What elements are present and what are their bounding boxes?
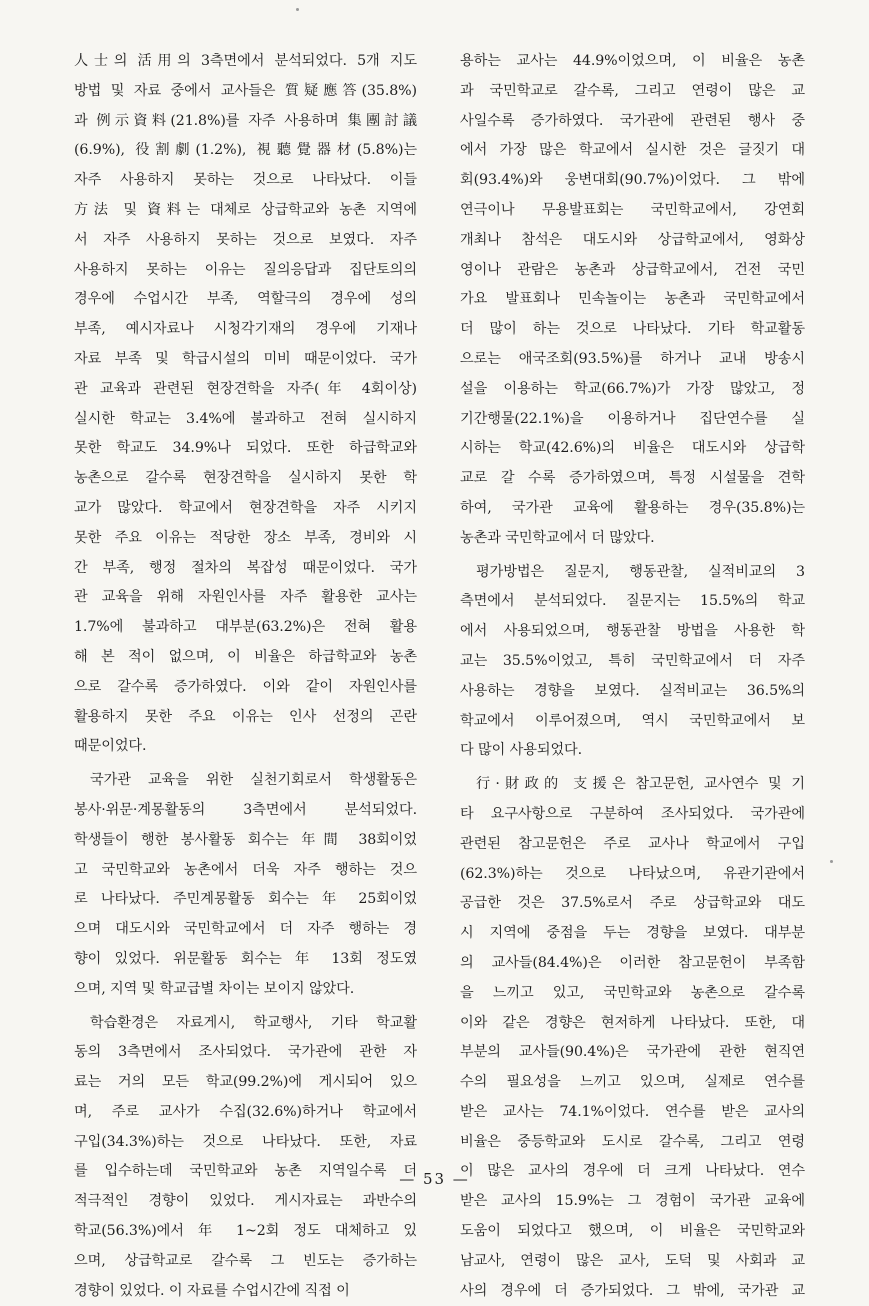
text-line: 시 지역에 중점을 두는 경향을 보였다. 대부분 [460, 925, 805, 942]
text-line: 사의 경우에 더 증가되었다. 그 밖에, 국가관 교 [460, 1282, 805, 1299]
text-line: 으로는 애국조회(93.5%)를 하거나 교내 방송시 [460, 350, 805, 367]
text-line: 학교에서 이루어졌으며, 역시 국민학교에서 보 [460, 712, 805, 729]
text-line: 실시한 학교는 3.4%에 불과하고 전혀 실시하지 [74, 410, 417, 427]
text-line: 관 교육을 위해 자원인사를 자주 활용한 교사는 [74, 589, 417, 606]
text-line: 관 교육과 관련된 현장견학을 자주(年 4회이상) [74, 380, 417, 397]
text-line: 평가방법은 질문지, 행동관찰, 실적비교의 3 [476, 563, 805, 580]
text-line: 로 나타났다. 주민계몽활동 회수는 年 25회이었 [74, 891, 417, 908]
text-line: 과 例示資料(21.8%)를 자주 사용하며 集團討議 [74, 112, 417, 129]
page-number: — 53 — [399, 1170, 470, 1188]
text-line: 료는 거의 모든 학교(99.2%)에 게시되어 있으 [74, 1074, 417, 1091]
text-line: 다 많이 사용되었다. [460, 742, 583, 759]
text-line: 며, 주로 교사가 수집(32.6%)하거나 학교에서 [74, 1103, 417, 1120]
text-line: 사용하지 못하는 이유는 질의응답과 집단토의의 [74, 261, 417, 278]
text-line: 人士의 活用의 3측면에서 분석되었다. 5개 지도 [74, 53, 417, 69]
text-line: 관련된 참고문헌은 주로 교사나 학교에서 구입 [460, 835, 805, 852]
text-line: 구입(34.3%)하는 것으로 나타났다. 또한, 자료 [74, 1133, 417, 1150]
text-line: 行·財政的 支援은 참고문헌, 교사연수 및 기 [476, 776, 805, 793]
text-line: 때문이었다. [74, 738, 147, 755]
right-column [460, 47, 805, 1306]
text-line: 못한 주요 이유는 적당한 장소 부족, 경비와 시 [74, 529, 417, 546]
text-line: 동의 3측면에서 조사되었다. 국가관에 관한 자 [74, 1044, 417, 1061]
scan-speck [296, 8, 299, 11]
text-line: 교가 많았다. 학교에서 현장견학을 자주 시키지 [74, 499, 417, 516]
text-line: 학생들이 행한 봉사활동 회수는 年間 38회이었 [74, 831, 417, 848]
text-line: 에서 사용되었으며, 행동관찰 방법을 사용한 학 [460, 623, 805, 640]
text-line: 도움이 되었다고 했으며, 이 비율은 국민학교와 [460, 1223, 805, 1240]
text-line: 적극적인 경향이 있었다. 게시자료는 과반수의 [74, 1193, 417, 1210]
text-line: 사일수록 증가하였다. 국가관에 관련된 행사 중 [460, 112, 805, 129]
text-line: 봉사·위문·계몽활동의 3측면에서 분석되었다. [74, 801, 417, 818]
text-line: 부분의 교사들(90.4%)은 국가관에 관한 현직연 [460, 1044, 805, 1061]
text-line: 경향이 있었다. 이 자료를 수업시간에 직접 이 [74, 1282, 350, 1299]
text-line: 가요 발표회나 민속놀이는 농촌과 국민학교에서 [460, 291, 805, 308]
text-line: (62.3%)하는 것으로 나타났으며, 유관기관에서 [460, 865, 805, 882]
text-line: 측면에서 분석되었다. 질문지는 15.5%의 학교 [460, 593, 805, 610]
text-line: 간 부족, 행정 절차의 복잡성 때문이었다. 국가 [74, 559, 417, 576]
text-line: 국가관 교육을 위한 실천기회로서 학생활동은 [90, 772, 417, 789]
text-line: 시하는 학교(42.6%)의 비율은 대도시와 상급학 [460, 440, 805, 457]
text-line: 학습환경은 자료게시, 학교행사, 기타 학교활 [90, 1014, 417, 1031]
text-line: 자료 부족 및 학급시설의 미비 때문이었다. 국가 [74, 350, 417, 367]
text-line: 수의 필요성을 느끼고 있으며, 실제로 연수를 [460, 1074, 805, 1091]
text-line: 사용하는 경향을 보였다. 실적비교는 36.5%의 [460, 682, 805, 699]
text-line: 方法 및 資料는 대체로 상급학교와 농촌 지역에 [74, 201, 417, 218]
text-line: 부족, 예시자료나 시청각기재의 경우에 기재나 [74, 321, 417, 338]
text-line: 방법 및 자료 중에서 교사들은 質疑應答(35.8%) [74, 82, 417, 99]
text-line: 비율은 중등학교와 도시로 갈수록, 그리고 연령 [460, 1133, 805, 1150]
text-line: 교로 갈 수록 증가하였으며, 특정 시설물을 견학 [460, 470, 805, 487]
text-line: 으며 대도시와 국민학교에서 더 자주 행하는 경 [74, 921, 417, 938]
text-line: 1.7%에 불과하고 대부분(63.2%)은 전혀 활용 [74, 619, 417, 636]
text-line: 학교(56.3%)에서 年 1~2회 정도 대체하고 있 [74, 1223, 417, 1240]
text-line: 설을 이용하는 학교(66.7%)가 가장 많았고, 정 [460, 380, 805, 397]
text-line: 용하는 교사는 44.9%이었으며, 이 비율은 농촌 [460, 53, 805, 69]
text-line: 으로 갈수록 증가하였다. 이와 같이 자원인사를 [74, 678, 417, 695]
text-line: 공급한 것은 37.5%로서 주로 상급학교와 대도 [460, 895, 805, 912]
text-line: 하여, 국가관 교육에 활용하는 경우(35.8%)는 [460, 499, 805, 516]
text-line: 을 느끼고 있고, 국민학교와 농촌으로 갈수록 [460, 984, 805, 1001]
text-line: 연극이나 무용발표회는 국민학교에서, 강연회 [460, 201, 805, 218]
text-line: 회(93.4%)와 웅변대회(90.7%)이었다. 그 밖에 [460, 172, 805, 189]
text-line: 받은 교사는 74.1%이었다. 연수를 받은 교사의 [460, 1103, 805, 1120]
text-line: 자주 사용하지 못하는 것으로 나타났다. 이들 [74, 172, 417, 189]
text-line: 타 요구사항으로 구분하여 조사되었다. 국가관에 [460, 805, 805, 822]
scan-speck [830, 860, 833, 863]
left-column [74, 47, 417, 1306]
text-line: 의 교사들(84.4%)은 이러한 참고문헌이 부족함 [460, 954, 805, 971]
text-line: 농촌으로 갈수록 현장견학을 실시하지 못한 학 [74, 470, 417, 487]
text-line: 에서 가장 많은 학교에서 실시한 것은 글짓기 대 [460, 142, 805, 159]
text-line: 으며, 상급학교로 갈수록 그 빈도는 증가하는 [74, 1252, 417, 1269]
text-line: 향이 있었다. 위문활동 회수는 年 13회 정도였 [74, 950, 417, 967]
text-line: 기간행물(22.1%)을 이용하거나 집단연수를 실 [460, 410, 805, 427]
text-line: 해 본 적이 없으며, 이 비율은 하급학교와 농촌 [74, 648, 417, 665]
text-line: 받은 교사의 15.9%는 그 경험이 국가관 교육에 [460, 1193, 805, 1210]
text-line: 으며, 지역 및 학교급별 차이는 보이지 않았다. [74, 980, 355, 997]
text-line: 이 많은 교사의 경우에 더 크게 나타났다. 연수 [460, 1163, 805, 1180]
text-line: 서 자주 사용하지 못하는 것으로 보였다. 자주 [74, 231, 417, 248]
text-line: 더 많이 하는 것으로 나타났다. 기타 학교활동 [460, 321, 805, 338]
text-line: 과 국민학교로 갈수록, 그리고 연령이 많은 교 [460, 82, 805, 99]
text-line: 농촌과 국민학교에서 더 많았다. [460, 529, 655, 546]
text-line: 개최나 참석은 대도시와 상급학교에서, 영화상 [460, 231, 805, 248]
text-line: 영이나 관람은 농촌과 상급학교에서, 건전 국민 [460, 261, 805, 278]
text-line: 이와 같은 경향은 현저하게 나타났다. 또한, 대 [460, 1014, 805, 1031]
text-line: 남교사, 연령이 많은 교사, 도덕 및 사회과 교 [460, 1252, 805, 1269]
text-line: 교는 35.5%이었고, 특히 국민학교에서 더 자주 [460, 652, 805, 669]
text-line: 못한 학교도 34.9%나 되었다. 또한 하급학교와 [74, 440, 417, 457]
text-line: (6.9%), 役割劇(1.2%), 視聽覺器材(5.8%)는 [74, 142, 417, 159]
text-line: 경우에 수업시간 부족, 역할극의 경우에 성의 [74, 291, 417, 308]
text-line: 를 입수하는데 국민학교와 농촌 지역일수록 더 [74, 1163, 417, 1180]
text-line: 활용하지 못한 주요 이유는 인사 선정의 곤란 [74, 708, 417, 725]
text-line: 고 국민학교와 농촌에서 더욱 자주 행하는 것으 [74, 861, 417, 878]
